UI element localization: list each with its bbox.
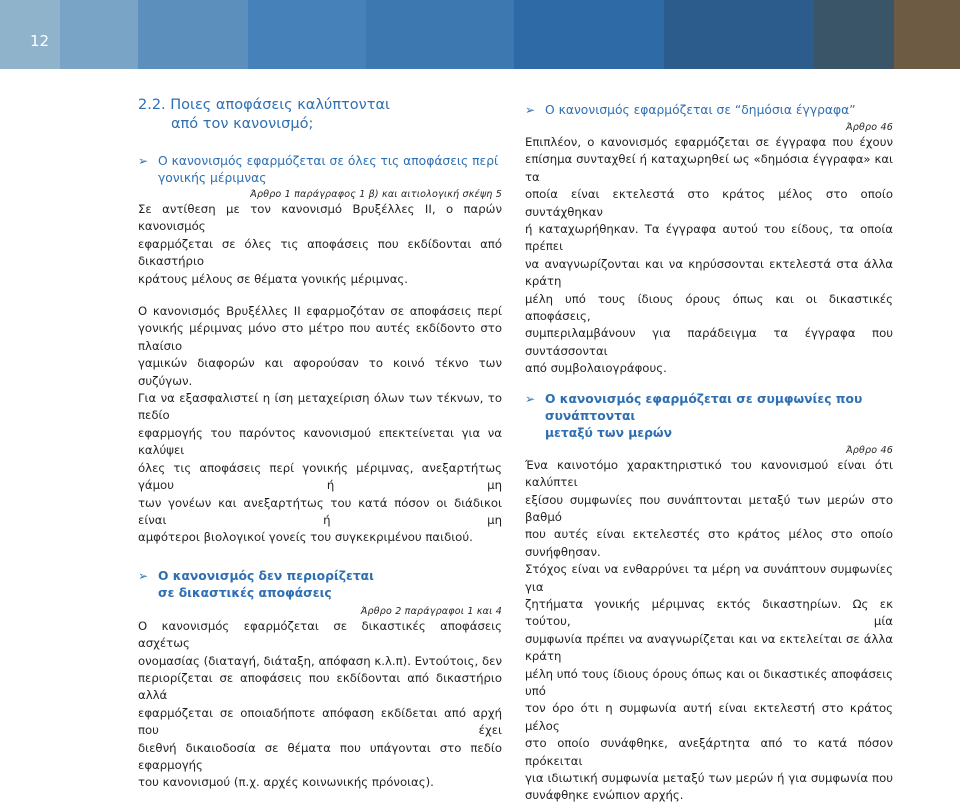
text-line: επίσημα συνταχθεί ή καταχωρηθεί ως «δημόσια έγγραφα» και τα: [525, 152, 893, 184]
heading-line: Ο κανονισμός εφαρμόζεται σε όλες τις αποφάσεις περί: [158, 154, 499, 168]
text-line: εξίσου συμφωνίες που συνάπτονται μεταξύ των μερών στο βαθμό: [525, 492, 893, 524]
arrow-bullet-icon: ➢: [138, 568, 149, 583]
header-segment: [366, 0, 514, 69]
text-line: των γονέων και ανεξαρτήτως του κατά πόσον οι διάδικοι είναι ή μη: [138, 495, 502, 527]
right-column: [525, 96, 893, 805]
text-line: γονικής μέριμνας μόνο στο μέτρο που αυτές εκδίδοντο στο πλαίσιο: [138, 321, 502, 353]
text-line: ζητήματα γονικής μέριμνας εκτός δικαστηρίων. Ως εκ τούτου, μία: [525, 596, 893, 629]
heading-line: σε δικαστικές αποφάσεις: [158, 585, 332, 600]
header-segment: [138, 0, 248, 69]
header-segment: [664, 0, 814, 69]
text-line: περιορίζεται σε αποφάσεις που εκδίδονται από δικαστήριο αλλά: [138, 670, 502, 703]
text-line: Για να εξασφαλιστεί η ίση μεταχείριση όλων των τέκνων, το πεδίο: [138, 391, 502, 423]
text-line: εφαρμογής του παρόντος κανονισμού επεκτείνεται για να καλύψει: [138, 425, 502, 458]
section-title: [138, 96, 502, 134]
text-line: εφαρμόζεται σε όλες τις αποφάσεις που εκδίδονται από δικαστήριο: [138, 236, 502, 269]
header-segment: [514, 0, 664, 69]
text-line: συμφωνία πρέπει να αναγνωρίζεται και να εκτελείται σε άλλα κράτη: [525, 631, 893, 664]
text-line: οποία είναι εκτελεστά στο κράτος μέλος στο οποίο συντάχθηκαν: [525, 187, 893, 219]
text-line: ή καταχωρήθηκαν. Τα έγγραφα αυτού του είδους, τα οποία πρέπει: [525, 222, 893, 254]
paragraph: [138, 201, 502, 288]
header-color-bar: [0, 0, 960, 69]
arrow-bullet-icon: ➢: [525, 391, 536, 406]
text-line: Επιπλέον, ο κανονισμός εφαρμόζεται σε έγγραφα που έχουν: [525, 135, 893, 149]
text-line: διεθνή δικαιοδοσία σε θέματα που υπάγονται στο πεδίο εφαρμογής: [138, 740, 502, 772]
section-title-line: 2.2. Ποιες αποφάσεις καλύπτονται: [138, 97, 390, 113]
heading-public-documents: [525, 102, 893, 119]
text-line: μέλη υπό τους ίδιους όρους όπως και οι δικαστικές αποφάσεις υπό: [525, 666, 893, 698]
text-line: κράτους μέλους σε θέματα γονικής μέριμνας.: [138, 271, 408, 286]
heading-all-decisions: [138, 153, 502, 187]
text-line: ονομασίας (διαταγή, διάταξη, απόφαση κ.λ.π). Εντούτοις, δεν: [138, 653, 502, 668]
article-reference: Άρθρο 46: [846, 122, 893, 133]
text-line: για ιδιωτική συμφωνία μεταξύ των μερών ή για συμφωνία που: [525, 771, 893, 785]
text-line: Σε αντίθεση με τον κανονισμό Βρυξέλλες II, ο παρών κανονισμός: [138, 202, 502, 234]
heading-line: μεταξύ των μερών: [545, 425, 672, 440]
article-reference: Άρθρο 2 παράγραφοι 1 και 4: [360, 605, 502, 617]
text-line: Στόχος είναι να ενθαρρύνει τα μέρη να συνάπτουν συμφωνίες για: [525, 562, 893, 594]
header-segment: [60, 0, 138, 69]
heading-line: Ο κανονισμός εφαρμόζεται σε συμφωνίες που συνάπτονται: [545, 391, 863, 423]
text-line: που αυτές είναι εκτελεστές στο κράτος μέλος στο οποίο συνήφθησαν.: [525, 527, 893, 559]
text-line: Ένα καινοτόμο χαρακτηριστικό του κανονισμού είναι ότι καλύπτει: [525, 457, 893, 490]
text-line: να αναγνωρίζονται και να κηρύσσονται εκτελεστά στα άλλα κράτη: [525, 256, 893, 289]
header-segment: [248, 0, 366, 69]
text-line: όλες τις αποφάσεις περί γονικής μέριμνας, ανεξαρτήτως γάμου ή μη: [138, 460, 502, 493]
paragraph: [525, 134, 893, 378]
text-line: αμφότεροι βιολογικοί γονείς του συγκεκριμένου παιδιού.: [138, 530, 473, 545]
text-line: Ο κανονισμός Βρυξέλλες II εφαρμοζόταν σε αποφάσεις περί: [138, 304, 502, 319]
section-title-line: από τον κανονισμό;: [171, 116, 314, 132]
article-reference: Άρθρο 46: [846, 444, 893, 456]
heading-line: Ο κανονισμός εφαρμόζεται σε “δημόσια έγγραφα”: [545, 103, 856, 117]
header-segment: [814, 0, 894, 69]
arrow-bullet-icon: ➢: [525, 103, 536, 117]
header-segment: [894, 0, 960, 69]
text-line: Ο κανονισμός εφαρμόζεται σε δικαστικές αποφάσεις ασχέτως: [138, 618, 502, 651]
paragraph: [138, 303, 502, 547]
article-reference: Άρθρο 1 παράγραφος 1 β) και αιτιολογική σκέψη 5: [250, 189, 502, 200]
paragraph: [525, 457, 893, 805]
text-line: στο οποίο συνάφθηκε, ανεξάρτητα από το κατά πόσον πρόκειται: [525, 736, 893, 768]
heading-not-limited: [138, 568, 502, 602]
paragraph: [138, 618, 502, 792]
text-line: από συμβολαιογράφους.: [525, 361, 667, 376]
text-line: συμπεριλαμβάνουν για παράδειγμα τα έγγραφα που συντάσσονται: [525, 326, 893, 358]
heading-line: Ο κανονισμός δεν περιορίζεται: [158, 568, 374, 583]
text-line: τον όρο ότι η συμφωνία αυτή είναι εκτελεστή στο κράτος μέλος: [525, 701, 893, 733]
text-line: μέλη υπό τους ίδιους όρους όπως και οι δικαστικές αποφάσεις,: [525, 291, 893, 324]
arrow-bullet-icon: ➢: [138, 154, 149, 168]
text-line: γαμικών διαφορών και αφορούσαν το κοινό τέκνο των συζύγων.: [138, 356, 502, 388]
text-line: εφαρμόζεται σε οποιαδήποτε απόφαση εκδίδεται από αρχή που έχει: [138, 705, 502, 738]
page-number: 12: [30, 32, 50, 50]
text-line: του κανονισμού (π.χ. αρχές κοινωνικής πρόνοιας).: [138, 775, 434, 790]
left-column: [138, 96, 502, 792]
heading-line: γονικής μέριμνας: [158, 171, 267, 185]
text-line: συνάφθηκε ενώπιον αρχής.: [525, 788, 684, 803]
heading-agreements: [525, 391, 893, 442]
